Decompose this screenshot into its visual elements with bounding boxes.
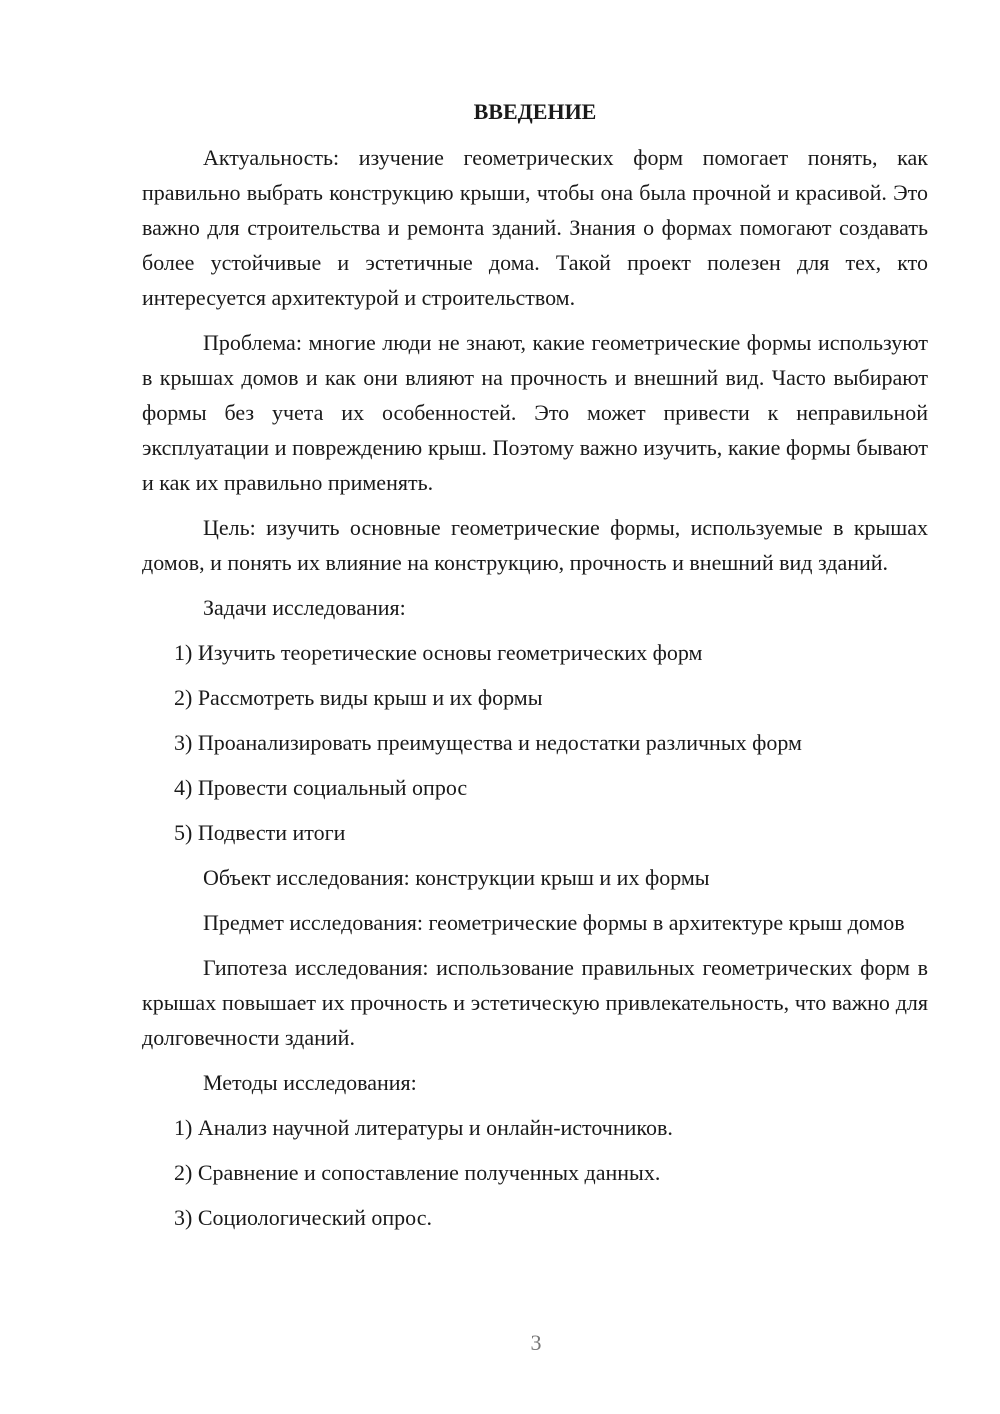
hypothesis-paragraph: Гипотеза исследования: использование правильных геометрических форм в крышах повышает их прочность и эстетическую привлекательность, что важно для долговечности зданий. bbox=[142, 955, 928, 1050]
list-item: 3) Проанализировать преимущества и недостатки различных форм bbox=[174, 730, 802, 755]
relevance-paragraph: Актуальность: изучение геометрических форм помогает понять, как правильно выбрать конструкцию крыши, чтобы она была прочной и красивой. Это важно для строительства и ремонта зданий. Знания о формах помогают создавать более устойчивые и эстетичные дома. Такой проект полезен для тех, кто интересуется архитектурой и строительством. bbox=[142, 145, 928, 310]
page-number: 3 bbox=[530, 1330, 542, 1355]
page-title: ВВЕДЕНИЕ bbox=[473, 99, 597, 124]
list-item: 2) Сравнение и сопоставление полученных данных. bbox=[174, 1160, 661, 1185]
tasks-list bbox=[142, 635, 928, 850]
list-item: 3) Социологический опрос. bbox=[174, 1205, 432, 1230]
list-item: 4) Провести социальный опрос bbox=[174, 775, 468, 800]
tasks-heading: Задачи исследования: bbox=[203, 595, 406, 620]
methods-heading: Методы исследования: bbox=[203, 1070, 417, 1095]
subject-paragraph: Предмет исследования: геометрические формы в архитектуре крыш домов bbox=[203, 910, 905, 935]
list-item: 1) Анализ научной литературы и онлайн-источников. bbox=[174, 1115, 673, 1140]
document-body bbox=[142, 94, 928, 1245]
methods-list bbox=[142, 1110, 928, 1235]
list-item: 1) Изучить теоретические основы геометрических форм bbox=[174, 640, 703, 665]
problem-paragraph: Проблема: многие люди не знают, какие геометрические формы используют в крышах домов и как они влияют на прочность и внешний вид. Часто выбирают формы без учета их особенностей. Это может привести к неправильной эксплуатации и повреждению крыш. Поэтому важно изучить, какие формы бывают и как их правильно применять. bbox=[142, 330, 928, 495]
list-item: 5) Подвести итоги bbox=[174, 820, 346, 845]
list-item: 2) Рассмотреть виды крыш и их формы bbox=[174, 685, 543, 710]
object-paragraph: Объект исследования: конструкции крыш и их формы bbox=[203, 865, 710, 890]
goal-paragraph: Цель: изучить основные геометрические формы, используемые в крышах домов, и понять их влияние на конструкцию, прочность и внешний вид зданий. bbox=[142, 515, 928, 575]
